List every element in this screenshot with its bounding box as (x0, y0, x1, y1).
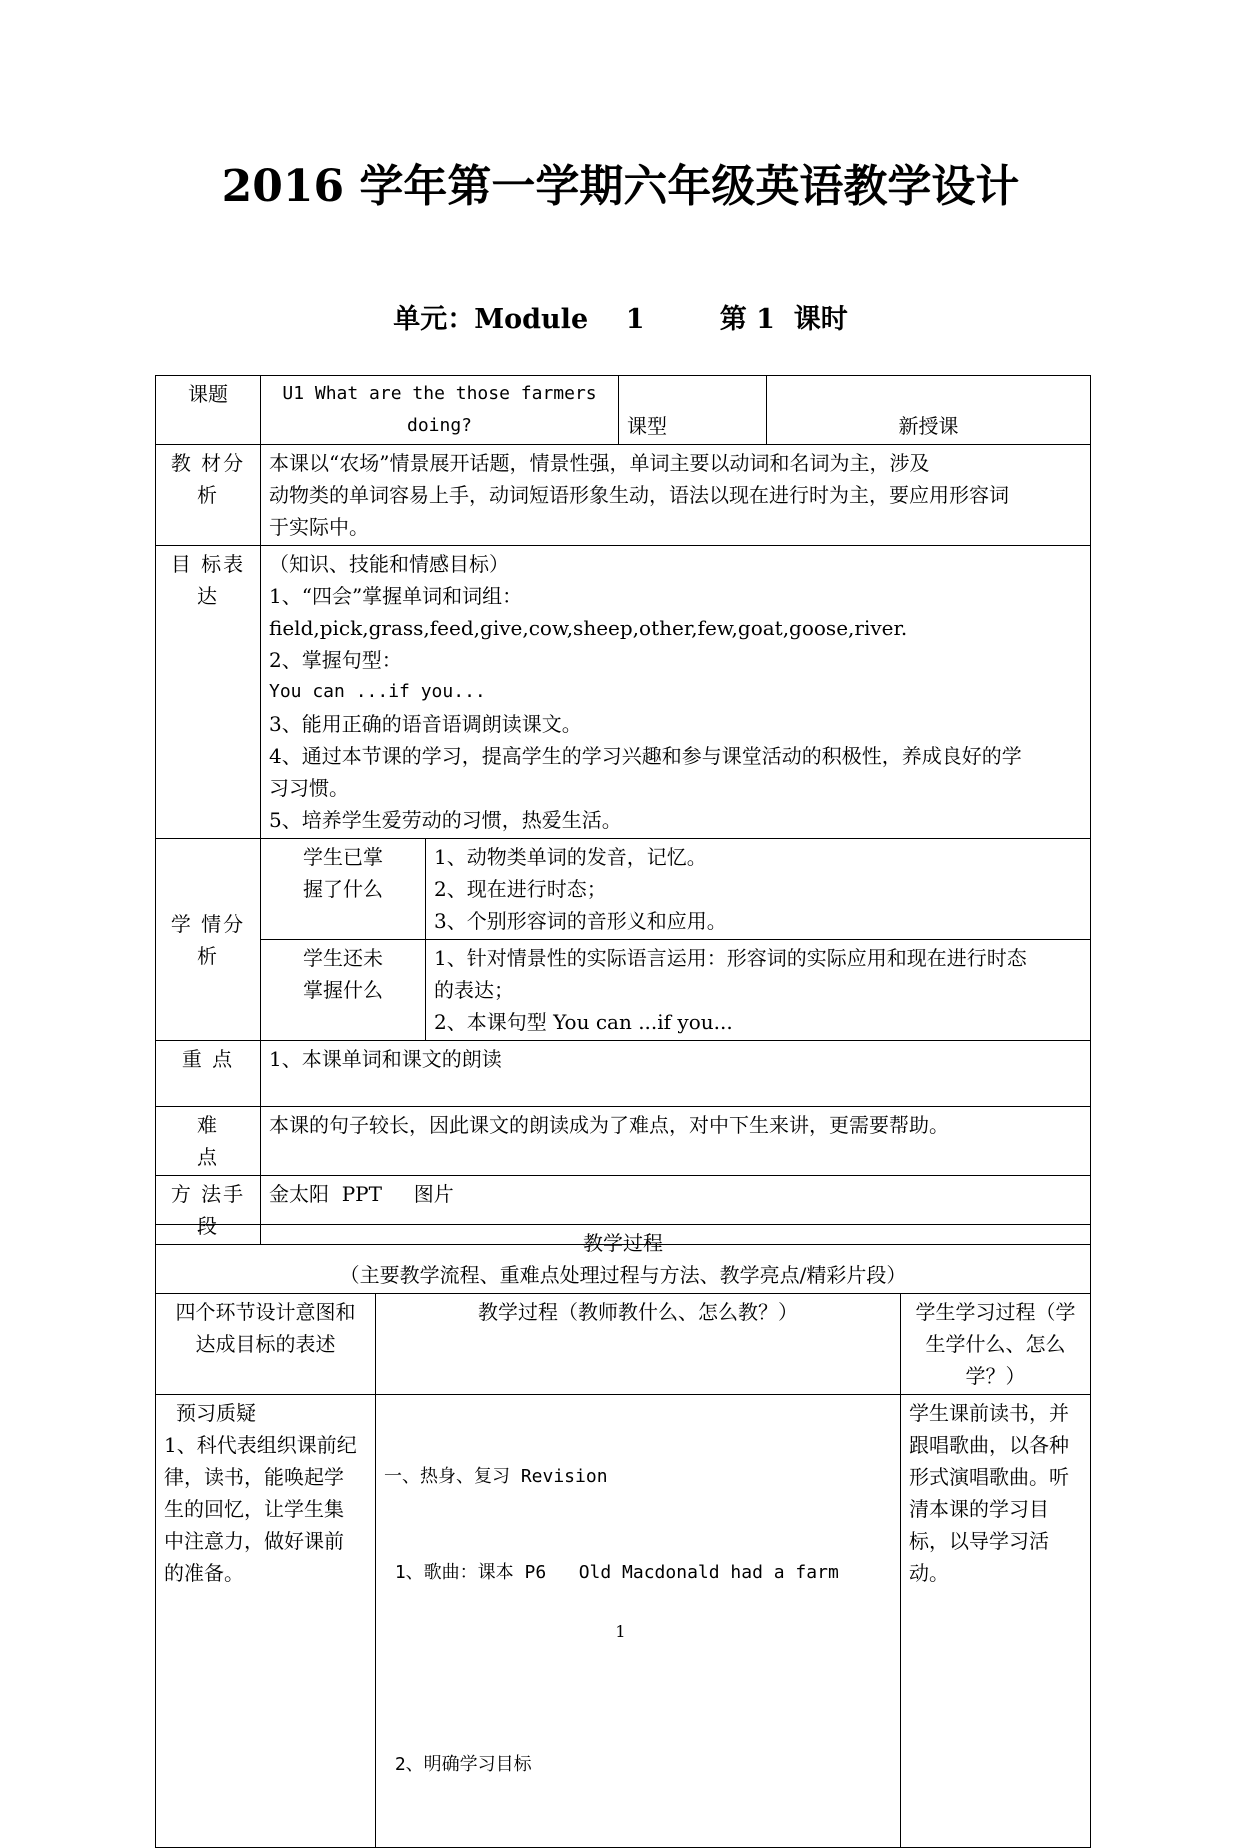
difficulty-label: 难 点 (156, 1107, 261, 1176)
unknown-text: 1、针对情景性的实际语言运用：形容词的实际应用和现在进行时态 的表达； 2、本课句型 You can ...if you... (426, 940, 1091, 1041)
student-process-cell: 学生课前读书，并 跟唱歌曲，以各种 形式演唱歌曲。听 清本课的学习目 标，以导学习活动。 (901, 1395, 1091, 1848)
goals-label: 目 标表 达 (156, 546, 261, 839)
method-label: 方 法手 段 (156, 1176, 261, 1245)
page-number: 1 (615, 1622, 626, 1641)
method-text: 金太阳 PPT 图片 (261, 1176, 1091, 1245)
key-point-label: 重 点 (156, 1041, 261, 1107)
column-design-intent: 四个环节设计意图和 达成目标的表述 (156, 1294, 376, 1395)
goals-text: （知识、技能和情感目标） 1、“四会”掌握单词和词组： field,pick,grass,feed,give,cow,sheep,other,few,goat,goose,river. 2、掌握句型： You can ...if you... 3、能用正确的语音语调朗读课文。 4、通过本节课的学习，提高学生的学习兴趣和参与课堂活动的积极性，养成良好的学 习习惯。 5、培养学生爱劳动的习惯，热爱生活。 (261, 546, 1091, 839)
key-point-text: 1、本课单词和课文的朗读 (261, 1041, 1091, 1107)
lesson-type-value: 新授课 (767, 376, 1091, 445)
document-title: 2016 学年第一学期六年级英语教学设计 (221, 161, 1020, 212)
material-analysis-text: 本课以“农场”情景展开话题，情景性强，单词主要以动词和名词为主，涉及 动物类的单词容易上手，动词短语形象生动，语法以现在进行时为主，要应用形容词 于实际中。 (261, 445, 1091, 546)
known-label: 学生已掌 握了什么 (261, 839, 426, 940)
topic-label: 课题 (156, 376, 261, 445)
column-student-process: 学生学习过程（学 生学什么、怎么 学？） (901, 1294, 1091, 1395)
column-teaching-process: 教学过程（教师教什么、怎么教？） (376, 1294, 901, 1395)
design-intent-cell: 预习质疑 1、科代表组织课前纪 律，读书，能唤起学 生的回忆，让学生集 中注意力，做好课前 的准备。 (156, 1395, 376, 1848)
teaching-process-cell: 一、热身、复习 Revision 1、歌曲：课本 P6 Old Macdonald had a farm 2、明确学习目标 (376, 1395, 901, 1848)
teaching-process-table (155, 1224, 1091, 1848)
known-text: 1、动物类单词的发音，记忆。 2、现在进行时态； 3、个别形容词的音形义和应用。 (426, 839, 1091, 940)
situation-analysis-label: 学 情分 析 (156, 839, 261, 1041)
topic-value: U1 What are the those farmers doing? (261, 376, 619, 445)
unit-lesson-subtitle: 单元：Module 1 第 1 课时 (393, 304, 848, 335)
process-header: 教学过程 （主要教学流程、重难点处理过程与方法、教学亮点/精彩片段） (156, 1225, 1091, 1294)
unknown-label: 学生还未 掌握什么 (261, 940, 426, 1041)
lesson-type-label: 课型 (619, 376, 767, 445)
lesson-info-table (155, 375, 1091, 1245)
material-analysis-label: 教 材分 析 (156, 445, 261, 546)
difficulty-text: 本课的句子较长，因此课文的朗读成为了难点，对中下生来讲，更需要帮助。 (261, 1107, 1091, 1176)
